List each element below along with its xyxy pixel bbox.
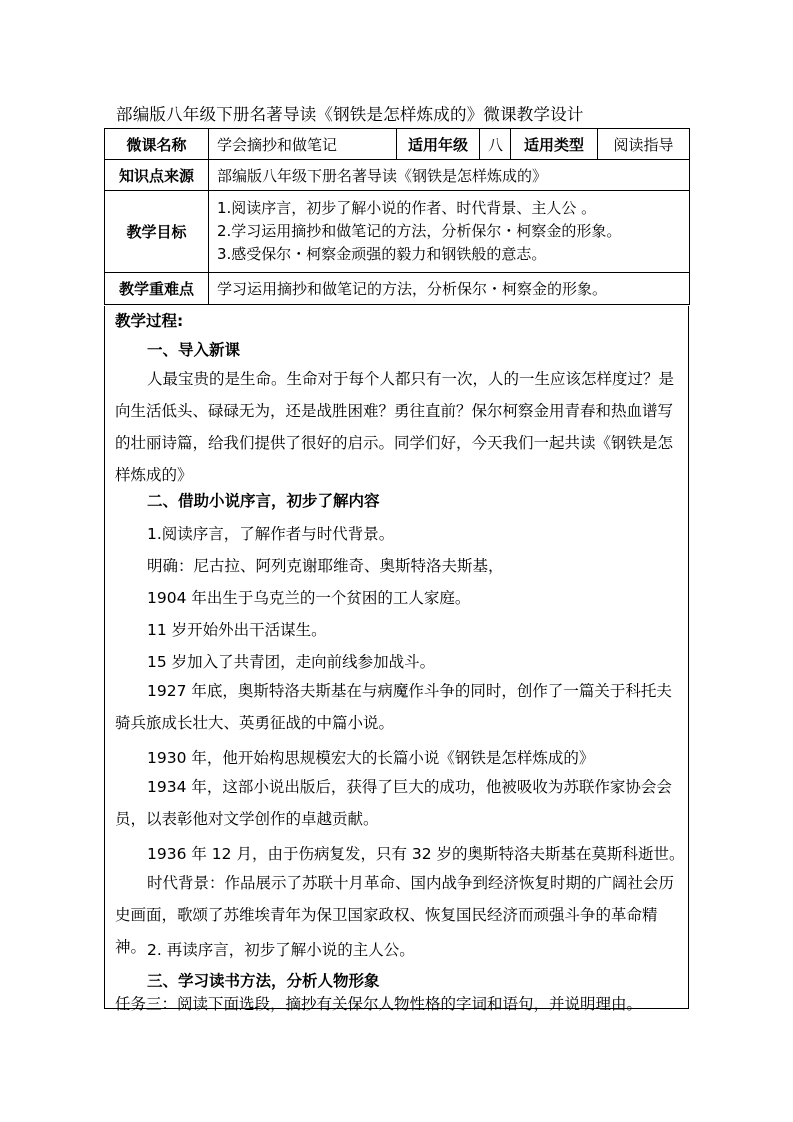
grade-label: 适用年级 xyxy=(397,129,480,160)
task-line: 任务三：阅读下面选段，摘抄有关保尔人物性格的字词和语句，并说明理由。 xyxy=(115,995,643,1013)
source-label: 知识点来源 xyxy=(105,160,209,191)
text-line: 11 岁开始外出干活谋生。 xyxy=(147,621,327,639)
course-name-label: 微课名称 xyxy=(105,129,209,160)
section-heading: 一、导入新课 xyxy=(147,341,241,359)
page-title: 部编版八年级下册名著导读《钢铁是怎样炼成的》微课教学设计 xyxy=(116,105,584,124)
text-line: 1936 年 12 月，由于伤病复发，只有 32 岁的奥斯特洛夫斯基在莫斯科逝世。 xyxy=(147,845,685,863)
goals-list xyxy=(209,191,690,273)
text-line: 1904 年出生于乌克兰的一个贫困的工人家庭。 xyxy=(147,589,471,607)
source-value: 部编版八年级下册名著导读《钢铁是怎样炼成的》 xyxy=(209,160,690,191)
goal-item: 3.感受保尔・柯察金顽强的毅力和钢铁般的意志。 xyxy=(217,245,547,263)
goal-item: 2.学习运用摘抄和做笔记的方法，分析保尔・柯察金的形象。 xyxy=(217,222,622,240)
text-paragraph: 1934 年，这部小说出版后，获得了巨大的成功，他被吸收为苏联作家协会会员，以表彰他对文学创作的卓越贡献。 xyxy=(115,778,672,828)
goal-item: 1.阅读序言，初步了解小说的作者、时代背景、主人公 。 xyxy=(217,199,597,217)
text-paragraph: 时代背景：作品展示了苏联十月革命、国内战争到经济恢复时期的广阔社会历史画面，歌颂了苏维埃青年为保卫国家政权、恢复国民经济而顽强斗争的革命精神。 xyxy=(115,874,675,956)
course-name-value: 学会摘抄和做笔记 xyxy=(209,129,397,160)
type-value: 阅读指导 xyxy=(598,129,690,160)
process-heading: 教学过程: xyxy=(115,312,184,330)
teaching-process xyxy=(104,306,689,1013)
section-heading: 三、学习读书方法，分析人物形象 xyxy=(147,972,380,990)
text-line: 明确：尼古拉、阿列克谢耶维奇、奥斯特洛夫斯基， xyxy=(147,557,504,575)
list-item: 2. 再读序言，初步了解小说的主人公。 xyxy=(147,941,415,959)
course-info-table xyxy=(104,128,690,305)
text-line: 15 岁加入了共青团，走向前线参加战斗。 xyxy=(147,653,436,671)
type-label: 适用类型 xyxy=(511,129,598,160)
goals-label: 教学目标 xyxy=(105,191,209,273)
list-item: 1.阅读序言，了解作者与时代背景。 xyxy=(147,525,395,543)
text-paragraph: 1927 年底，奥斯特洛夫斯基在与病魔作斗争的同时，创作了一篇关于科托夫骑兵旅成长壮大、英勇征战的中篇小说。 xyxy=(115,682,672,732)
grade-value: 八 xyxy=(480,129,511,160)
key-points-label: 教学重难点 xyxy=(105,273,209,305)
text-line: 1930 年，他开始构思规模宏大的长篇小说《钢铁是怎样炼成的》 xyxy=(147,749,595,767)
key-points-value: 学习运用摘抄和做笔记的方法，分析保尔・柯察金的形象。 xyxy=(209,273,690,305)
intro-paragraph: 人最宝贵的是生命。生命对于每个人都只有一次，人的一生应该怎样度过？是向生活低头、碌碌无为，还是战胜困难？勇往直前？保尔柯察金用青春和热血谱写的壮丽诗篇，给我们提供了很好的启示。同学们好，今天我们一起共读《钢铁是怎样炼成的》 xyxy=(115,370,675,484)
section-heading: 二、借助小说序言，初步了解内容 xyxy=(147,492,380,510)
